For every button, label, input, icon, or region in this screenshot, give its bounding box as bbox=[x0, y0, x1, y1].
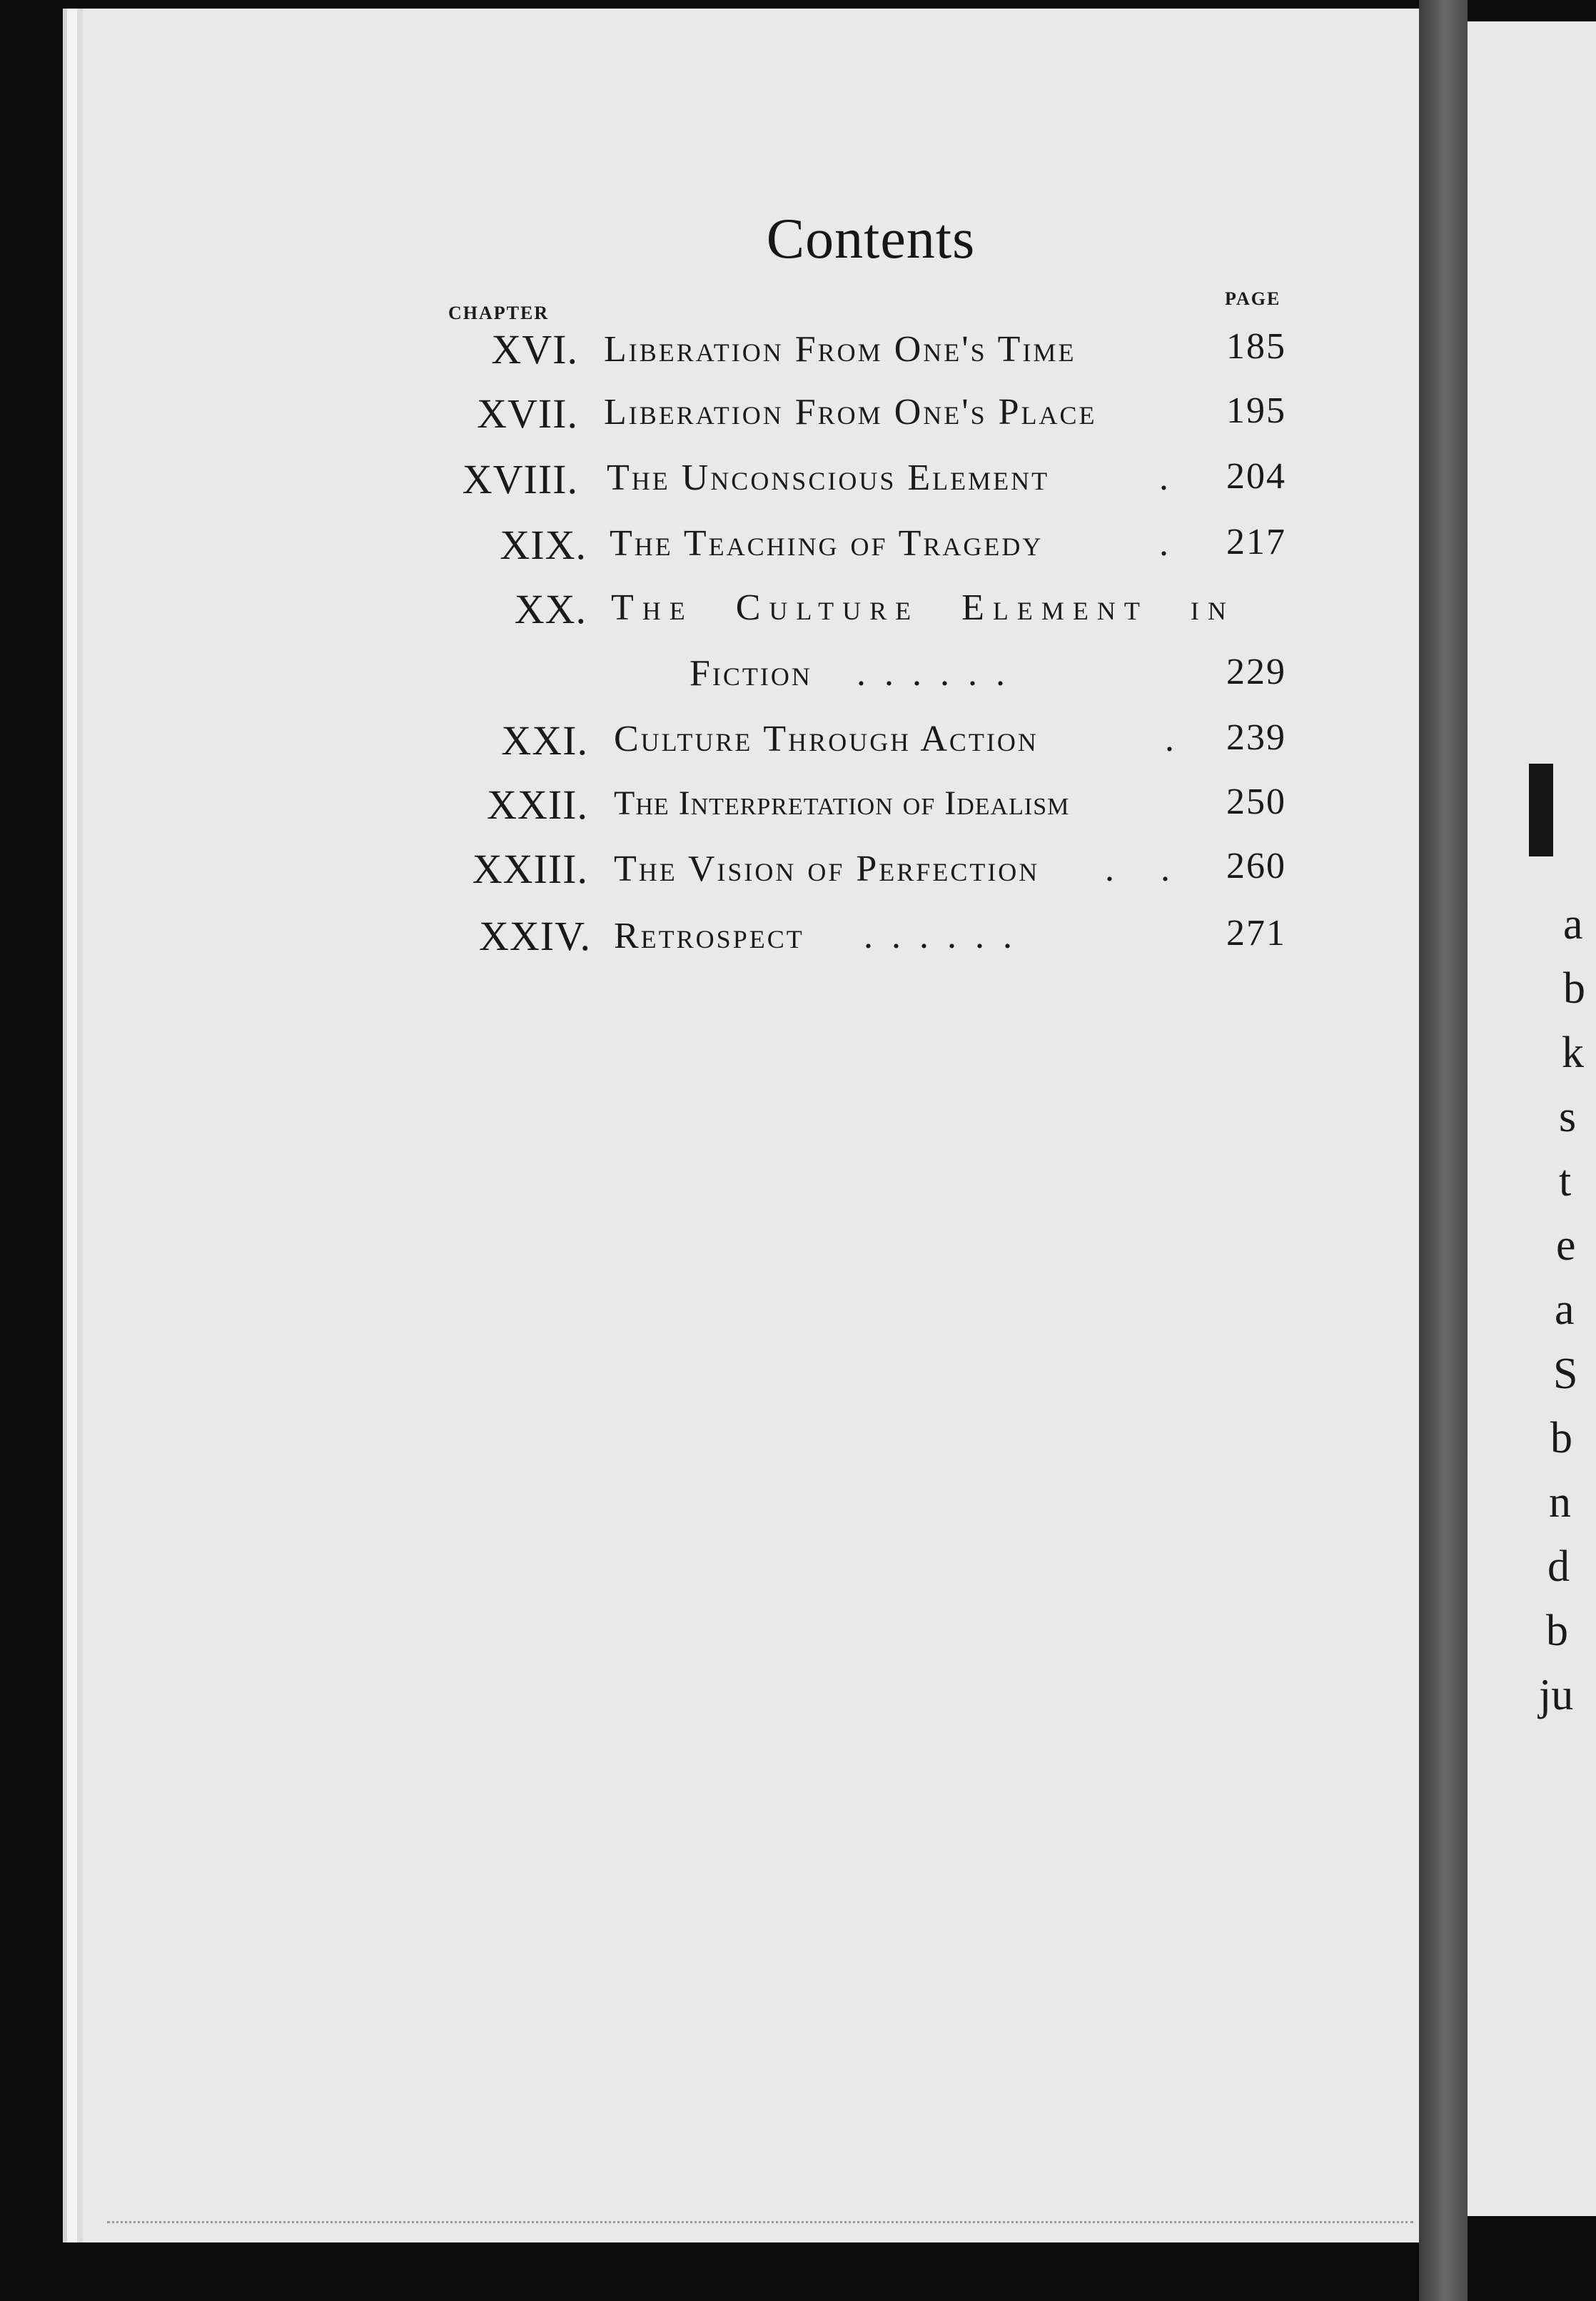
chapter-label: CHAPTER bbox=[448, 303, 550, 323]
chapter-title: The Culture Element in bbox=[611, 587, 1235, 628]
facing-page-line: ju bbox=[1539, 1671, 1574, 1719]
chapter-page: 229 bbox=[1226, 652, 1286, 692]
facing-page-line: t bbox=[1559, 1157, 1572, 1205]
chapter-title: Liberation From One's Place bbox=[604, 392, 1097, 433]
chapter-numeral: XVII. bbox=[477, 390, 578, 437]
chapter-title-continued: Fiction bbox=[690, 653, 812, 694]
facing-page-line: d bbox=[1547, 1542, 1570, 1591]
chapter-numeral: XIX. bbox=[500, 522, 587, 568]
book-gutter bbox=[1419, 0, 1468, 2301]
chapter-numeral: XVI. bbox=[491, 326, 578, 373]
facing-page-line: a bbox=[1555, 1285, 1575, 1334]
chapter-page: 217 bbox=[1226, 522, 1286, 562]
chapter-page: 195 bbox=[1226, 390, 1286, 431]
chapter-title: Retrospect bbox=[614, 916, 804, 956]
chapter-title: Liberation From One's Time bbox=[604, 329, 1076, 370]
contents-title: Contents bbox=[766, 208, 976, 270]
facing-page-line: b bbox=[1550, 1414, 1572, 1462]
dot-leader: . bbox=[1165, 719, 1193, 759]
chapter-numeral: XX. bbox=[514, 586, 587, 632]
chapter-title: The Unconscious Element bbox=[607, 457, 1050, 498]
chapter-numeral: XXIII. bbox=[472, 846, 588, 892]
chapter-numeral: XXI. bbox=[501, 717, 588, 764]
chapter-numeral: XVIII. bbox=[462, 456, 578, 502]
dot-leader: ...... bbox=[857, 653, 1024, 694]
facing-page-line: e bbox=[1556, 1221, 1576, 1270]
facing-page-line: b bbox=[1546, 1607, 1568, 1655]
chapter-page: 260 bbox=[1226, 846, 1286, 886]
page-label: PAGE bbox=[1225, 288, 1281, 309]
facing-page-line: k bbox=[1562, 1028, 1584, 1077]
facing-page-drop-cap bbox=[1529, 764, 1553, 856]
chapter-title: The Teaching of Tragedy bbox=[610, 523, 1044, 564]
page-bottom-edge bbox=[107, 2221, 1413, 2230]
chapter-title: The Interpretation of Idealism bbox=[614, 784, 1070, 822]
facing-page-line: S bbox=[1553, 1350, 1578, 1398]
dot-leader: . bbox=[1159, 457, 1187, 498]
chapter-page: 271 bbox=[1226, 913, 1286, 954]
facing-page-line: n bbox=[1549, 1478, 1571, 1527]
dot-leader: . . bbox=[1105, 849, 1188, 889]
facing-page bbox=[1468, 21, 1596, 2216]
chapter-page: 239 bbox=[1226, 717, 1286, 758]
dot-leader: . bbox=[1159, 523, 1187, 564]
chapter-title: Culture Through Action bbox=[614, 719, 1039, 759]
facing-page-line: a bbox=[1563, 900, 1583, 949]
chapter-page: 250 bbox=[1226, 782, 1286, 822]
facing-page-line: b bbox=[1563, 964, 1585, 1013]
facing-page-line: s bbox=[1559, 1093, 1577, 1141]
dot-leader: ...... bbox=[864, 916, 1031, 956]
chapter-page: 204 bbox=[1226, 456, 1286, 497]
chapter-title: The Vision of Perfection bbox=[614, 849, 1040, 889]
chapter-page: 185 bbox=[1226, 326, 1286, 367]
chapter-numeral: XXII. bbox=[487, 782, 588, 828]
chapter-numeral: XXIV. bbox=[479, 913, 591, 959]
